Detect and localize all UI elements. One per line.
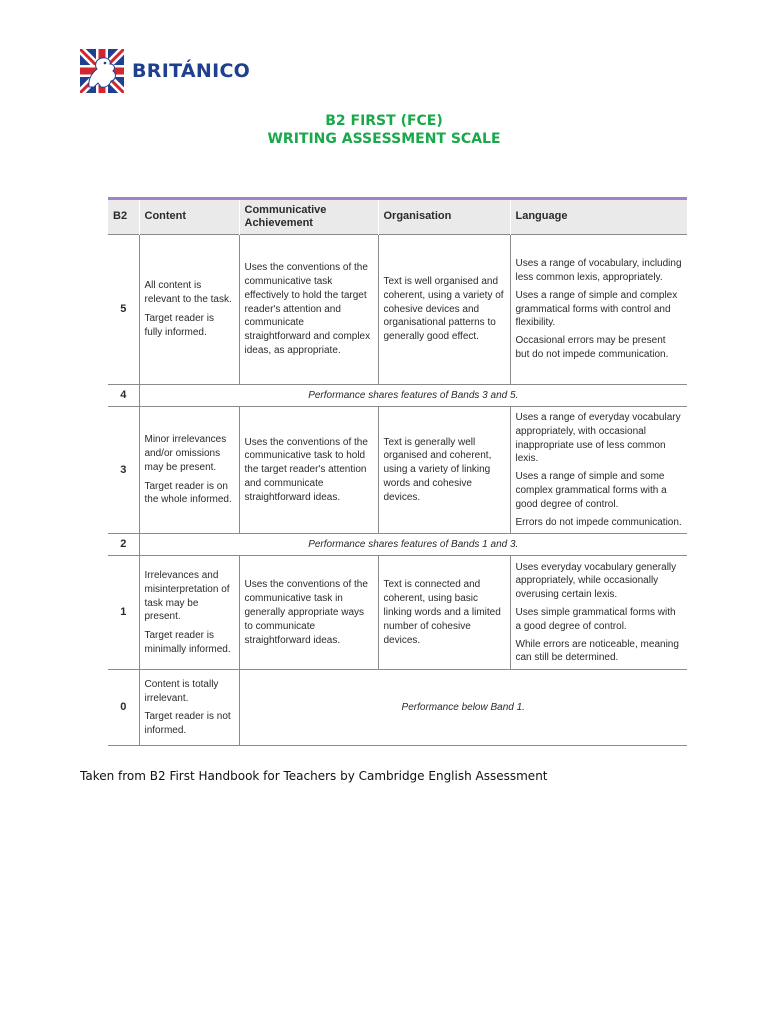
language-text: Uses everyday vocabulary generally appropriately, while occasionally overusing certain lexis. bbox=[515, 561, 677, 601]
content-text: Content is totally irrelevant. bbox=[144, 678, 219, 704]
brand-logo bbox=[80, 48, 250, 94]
header-organisation: Organisation bbox=[378, 199, 510, 235]
band-number: 0 bbox=[108, 670, 139, 746]
communicative-cell: Uses the conventions of the communicative task to hold the target reader's attention and communicate straightforward ideas. bbox=[239, 407, 378, 534]
page-subtitle: WRITING ASSESSMENT SCALE bbox=[267, 131, 501, 147]
language-text: Uses a range of everyday vocabulary appropriately, with occasional inappropriate use of less common lexis. bbox=[515, 411, 681, 465]
content-text: Target reader is minimally informed. bbox=[144, 630, 231, 655]
content-text: Minor irrelevances and/or omissions may be present. bbox=[144, 434, 227, 473]
table-row-band-3 bbox=[108, 407, 687, 534]
content-cell bbox=[139, 556, 239, 670]
content-cell bbox=[139, 670, 239, 746]
language-cell bbox=[510, 235, 687, 385]
organisation-cell: Text is connected and coherent, using basic linking words and a limited number of cohesive devices. bbox=[378, 556, 510, 670]
header-content: Content bbox=[139, 199, 239, 235]
content-text: Target reader is not informed. bbox=[144, 711, 231, 737]
language-cell bbox=[510, 407, 687, 534]
table-row-band-2 bbox=[108, 534, 687, 556]
header-language: Language bbox=[510, 199, 687, 235]
band-number: 1 bbox=[108, 556, 139, 670]
union-jack-lion-icon bbox=[80, 49, 124, 93]
source-note: Taken from B2 First Handbook for Teachers by Cambridge English Assessment bbox=[80, 769, 548, 783]
language-text: Occasional errors may be present but do not impede communication. bbox=[515, 335, 669, 360]
language-cell bbox=[510, 556, 687, 670]
communicative-cell: Uses the conventions of the communicative task in generally appropriate ways to communicate straightforward ideas. bbox=[239, 556, 378, 670]
content-text: Target reader is fully informed. bbox=[144, 313, 214, 338]
table-row-band-5 bbox=[108, 235, 687, 385]
table-row-band-1 bbox=[108, 556, 687, 670]
language-text: While errors are noticeable, meaning can still be determined. bbox=[515, 638, 679, 664]
organisation-cell: Text is generally well organised and coherent, using a variety of linking words and cohesive devices. bbox=[378, 407, 510, 534]
language-text: Uses a range of vocabulary, including less common lexis, appropriately. bbox=[515, 258, 682, 283]
shared-features-text: Performance shares features of Bands 1 and 3. bbox=[139, 534, 687, 556]
brand-name: BRITÁNICO bbox=[132, 60, 251, 82]
band-number: 3 bbox=[108, 407, 139, 534]
content-cell bbox=[139, 407, 239, 534]
performance-below-text: Performance below Band 1. bbox=[239, 670, 687, 746]
assessment-scale-table bbox=[108, 197, 687, 746]
language-text: Errors do not impede communication. bbox=[515, 516, 682, 528]
language-text: Uses a range of simple and complex grammatical forms with control and flexibility. bbox=[515, 289, 678, 329]
table-header-row bbox=[108, 199, 687, 235]
organisation-cell: Text is well organised and coherent, using a variety of cohesive devices and organisational patterns to generally good effect. bbox=[378, 235, 510, 385]
language-text: Uses simple grammatical forms with a good degree of control. bbox=[515, 606, 676, 632]
communicative-cell: Uses the conventions of the communicative task effectively to hold the target reader's attention and communicate straightforward and complex ideas, as appropriate. bbox=[239, 235, 378, 385]
language-text: Uses a range of simple and some complex grammatical forms with a good degree of control. bbox=[515, 471, 667, 510]
page-title: B2 FIRST (FCE) bbox=[325, 113, 443, 129]
header-communicative: Communicative Achievement bbox=[239, 199, 378, 235]
content-cell bbox=[139, 235, 239, 385]
band-number: 2 bbox=[108, 534, 139, 556]
content-text: Irrelevances and misinterpretation of task may be present. bbox=[144, 569, 230, 623]
shared-features-text: Performance shares features of Bands 3 and 5. bbox=[139, 385, 687, 407]
content-text: Target reader is on the whole informed. bbox=[144, 480, 232, 506]
table-row-band-4 bbox=[108, 385, 687, 407]
header-band: B2 bbox=[108, 199, 139, 235]
table-row-band-0 bbox=[108, 670, 687, 746]
band-number: 5 bbox=[108, 235, 139, 385]
content-text: All content is relevant to the task. bbox=[144, 280, 232, 306]
band-number: 4 bbox=[108, 385, 139, 407]
